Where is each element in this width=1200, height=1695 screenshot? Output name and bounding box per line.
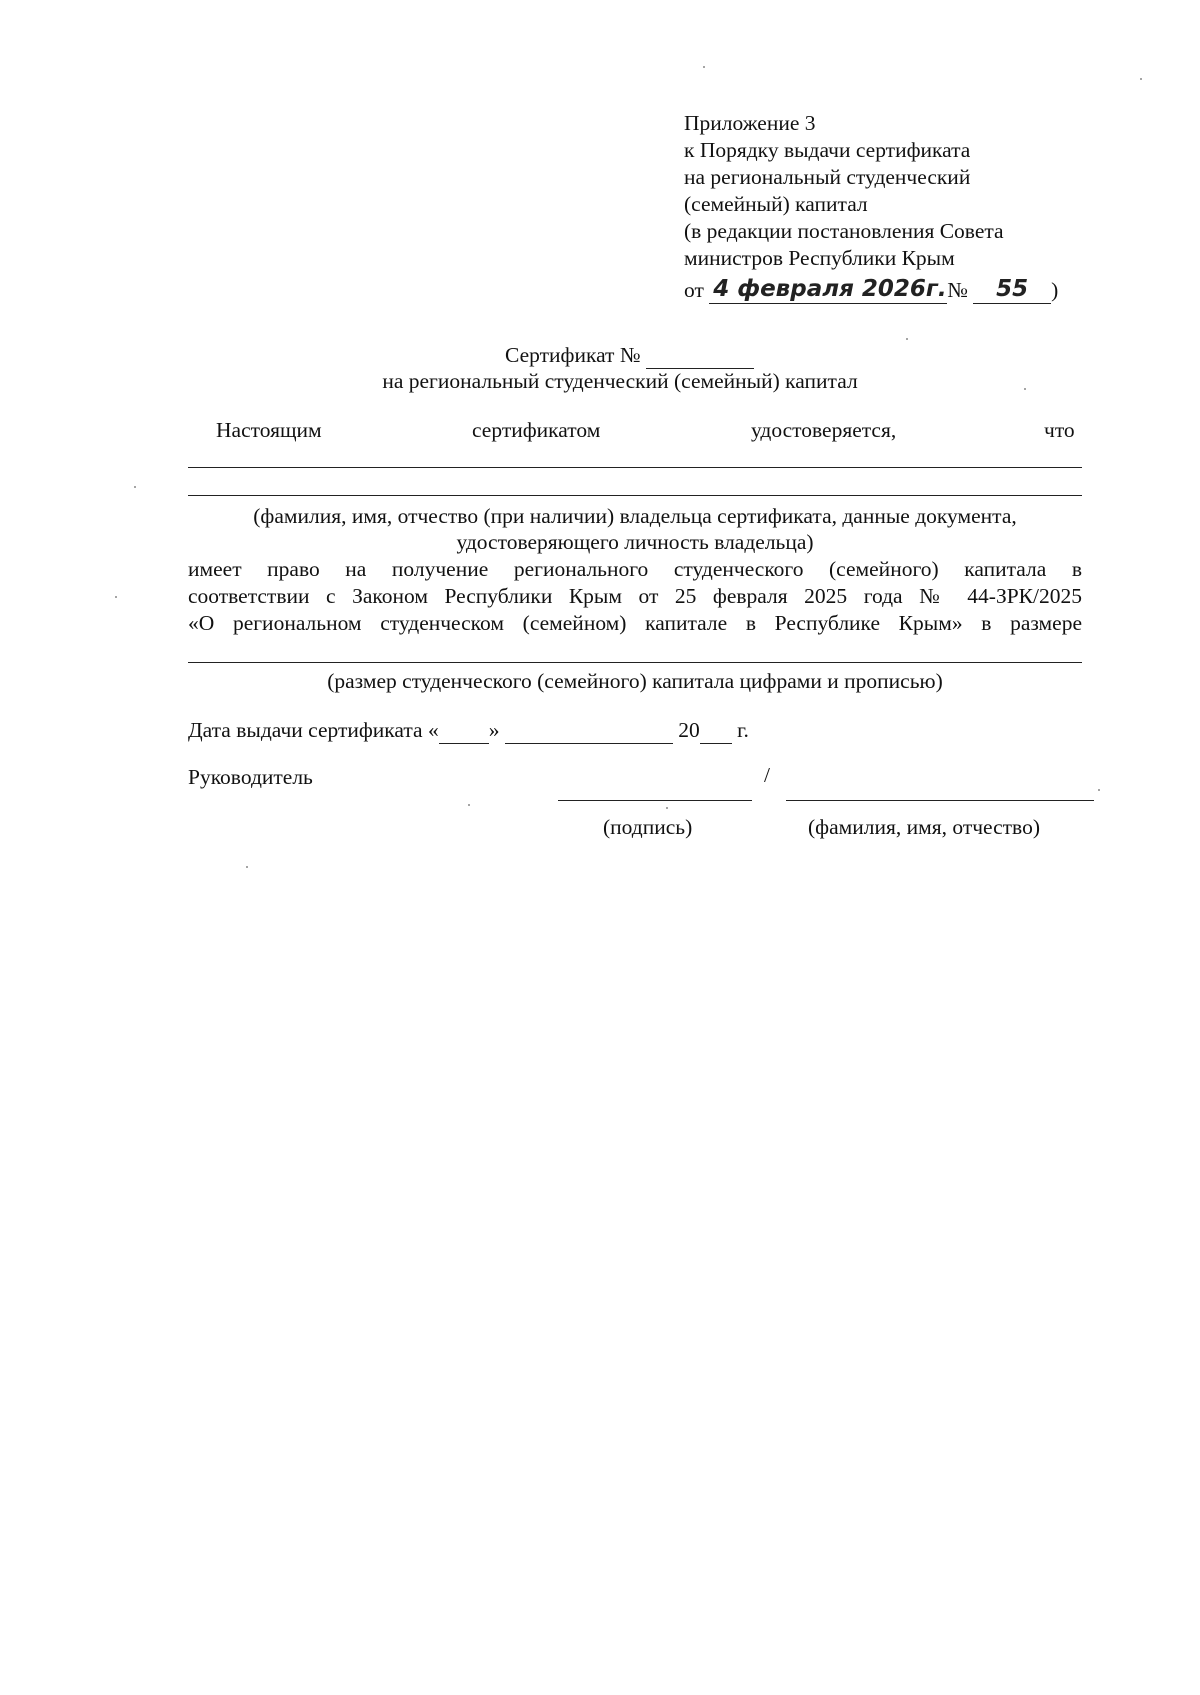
owner-field-line-1 (188, 467, 1082, 468)
rights-text: соответствии с Законом Республики Крым от 25 февраля 2025 года № 44-ЗРК/2025 (188, 584, 1082, 608)
intro-word: удостоверяется, (751, 418, 897, 442)
issue-day-field (439, 716, 489, 744)
amount-field-line (188, 662, 1082, 663)
issue-year-field (700, 716, 732, 744)
scan-speck (468, 804, 470, 806)
handwritten-date: 4 февраля 2026г. (709, 276, 947, 304)
closing-paren: ) (1051, 278, 1059, 302)
scan-speck (1140, 78, 1142, 80)
rights-text: «О региональном студенческом (семейном) капитале в Республике Крым» в размере (188, 611, 1082, 635)
signature-caption: (подпись) (603, 815, 693, 839)
appendix-line: (в редакции постановления Совета (684, 219, 1004, 243)
scan-speck (906, 338, 908, 340)
certificate-subtitle: на региональный студенческий (семейный) капитал (382, 369, 858, 393)
appendix-line: министров Республики Крым (684, 246, 955, 270)
head-label: Руководитель (188, 765, 313, 789)
name-caption: (фамилия, имя, отчество) (808, 815, 1040, 839)
intro-word: Настоящим (216, 418, 322, 442)
certificate-title: Сертификат № (505, 341, 754, 369)
owner-caption: (фамилия, имя, отчество (при наличии) владельца сертификата, данные документа, (253, 504, 1017, 528)
issue-month-field (505, 716, 673, 744)
scan-speck (1098, 789, 1100, 791)
scan-speck (1024, 388, 1026, 390)
scan-speck (115, 596, 117, 598)
scan-speck (666, 807, 668, 809)
appendix-line: к Порядку выдачи сертификата (684, 138, 971, 162)
name-field-line (786, 800, 1094, 801)
owner-caption: удостоверяющего личность владельца) (456, 530, 814, 554)
certificate-number-field (646, 341, 754, 369)
intro-word: сертификатом (472, 418, 601, 442)
scan-speck (703, 66, 705, 68)
signature-slash: / (764, 763, 770, 787)
scan-speck (134, 486, 136, 488)
appendix-block (684, 110, 1004, 272)
appendix-line: Приложение 3 (684, 111, 816, 135)
appendix-line: (семейный) капитал (684, 192, 868, 216)
appendix-date-line (684, 276, 1058, 304)
amount-caption: (размер студенческого (семейного) капитала цифрами и прописью) (327, 669, 943, 693)
date-prefix: от (684, 278, 704, 302)
number-label: № (947, 278, 968, 302)
signature-field-line (558, 800, 752, 801)
intro-word: что (1044, 418, 1075, 442)
scan-speck (246, 866, 248, 868)
owner-field-line-2 (188, 495, 1082, 496)
rights-text: имеет право на получение регионального студенческого (семейного) капитала в (188, 557, 1082, 581)
appendix-line: на региональный студенческий (684, 165, 971, 189)
issue-date-line: Дата выдачи сертификата « » 20 г. (188, 718, 749, 742)
handwritten-number: 55 (973, 276, 1051, 304)
